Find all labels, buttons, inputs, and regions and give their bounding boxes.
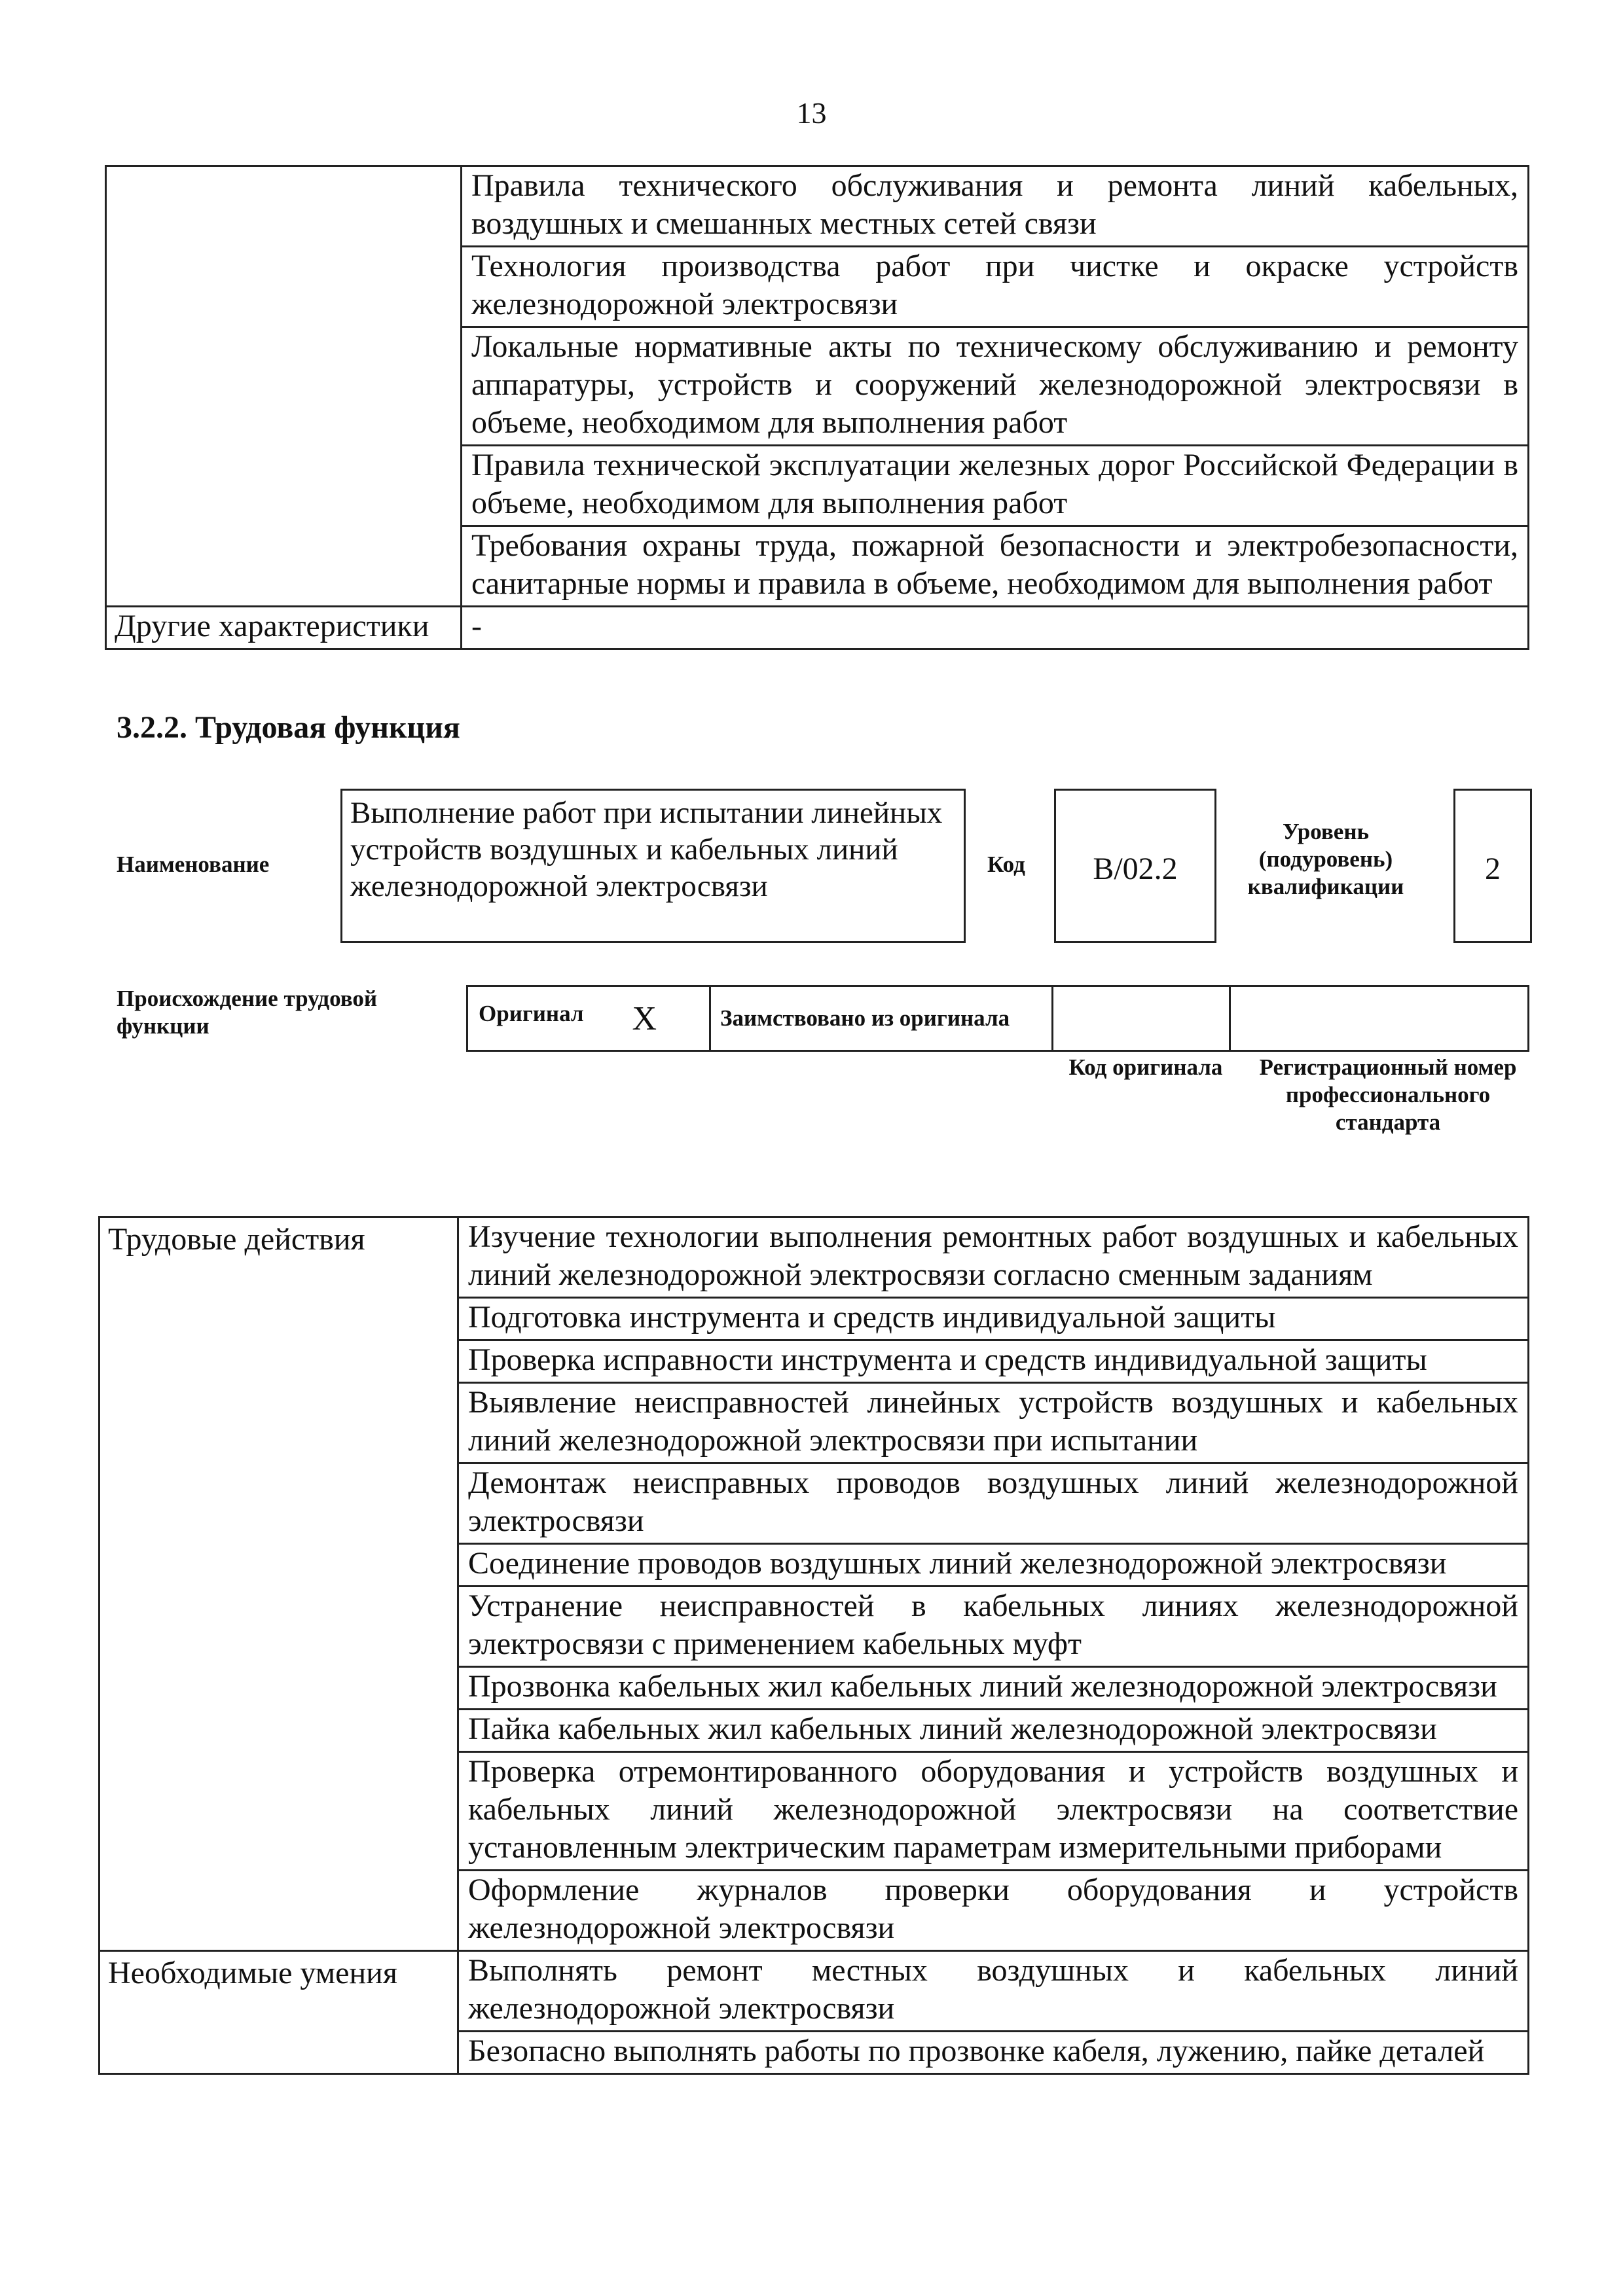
table-cell — [462, 446, 1529, 526]
required-skill-text: Выполнять ремонт местных воздушных и кабельных линий железнодорожной электросвязи — [468, 1953, 1518, 2026]
requirement-text: Правила технической эксплуатации железных дорог Российской Федерации в объеме, необходимом для выполнения работ — [471, 448, 1518, 520]
table-cell — [100, 1217, 458, 1951]
labor-action-text: Проверка отремонтированного оборудования и устройств воздушных и кабельных линий железнодорожной электросвязи на соответствие установленным электрическим параметрам измерительными приборами — [468, 1754, 1518, 1865]
table-cell — [458, 1587, 1529, 1667]
original-code-cell — [1053, 986, 1230, 1051]
table-cell — [462, 327, 1529, 446]
labor-action-text: Подготовка инструмента и средств индивидуальной защиты — [468, 1300, 1276, 1335]
labor-actions-label: Трудовые действия — [108, 1222, 365, 1257]
labor-action-text: Пайка кабельных жил кабельных линий железнодорожной электросвязи — [468, 1712, 1437, 1746]
registration-number-caption: Регистрационный номер профессионального стандарта — [1259, 1054, 1517, 1135]
borrowed-label: Заимствовано из оригинала — [720, 1005, 1010, 1031]
qualification-level-label: Уровень (подуровень) квалификации — [1247, 819, 1404, 899]
original-mark: X — [632, 999, 657, 1037]
table-row — [100, 1217, 1529, 1298]
function-code-value: B/02.2 — [1054, 789, 1216, 943]
function-origin-label: Происхождение трудовой функции — [117, 986, 378, 1039]
table-cell — [458, 1752, 1529, 1871]
table-cell — [458, 1871, 1529, 1951]
required-skills-label: Необходимые умения — [108, 1956, 397, 1990]
function-name-label: Наименование — [117, 852, 270, 877]
table-cell — [458, 1544, 1529, 1587]
table-cell — [462, 526, 1529, 607]
table-cell — [462, 166, 1529, 247]
labor-action-text: Устранение неисправностей в кабельных линиях железнодорожной электросвязи с применением кабельных муфт — [468, 1588, 1518, 1661]
table-cell — [106, 607, 462, 649]
table-cell — [458, 1217, 1529, 1298]
table-cell — [458, 1340, 1529, 1383]
borrowed-cell — [710, 986, 1053, 1051]
required-skill-text: Безопасно выполнять работы по прозвонке кабеля, лужению, пайке деталей — [468, 2034, 1485, 2068]
table-cell-empty — [106, 166, 462, 607]
table-row — [100, 1951, 1529, 2032]
table-cell — [458, 1383, 1529, 1463]
original-code-caption: Код оригинала — [1068, 1054, 1223, 1080]
table-cell — [458, 1710, 1529, 1752]
labor-action-text: Прозвонка кабельных жил кабельных линий железнодорожной электросвязи — [468, 1669, 1497, 1704]
page-number: 13 — [796, 96, 827, 130]
table-row — [106, 607, 1529, 649]
table-cell — [100, 1951, 458, 2074]
requirement-text: Технология производства работ при чистке и окраске устройств железнодорожной электросвязи — [471, 249, 1518, 321]
knowledge-table — [105, 165, 1529, 650]
qualification-level-value: 2 — [1453, 789, 1532, 943]
requirement-text: Правила технического обслуживания и ремонта линий кабельных, воздушных и смешанных местных сетей связи — [471, 168, 1518, 241]
table-cell — [458, 2032, 1529, 2074]
other-characteristics-value: - — [471, 609, 482, 643]
section-title: 3.2.2. Трудовая функция — [117, 710, 460, 745]
labor-action-text: Выявление неисправностей линейных устройств воздушных и кабельных линий железнодорожной электросвязи при испытании — [468, 1385, 1518, 1458]
other-characteristics-label: Другие характеристики — [115, 609, 429, 643]
table-cell — [458, 1463, 1529, 1544]
table-cell — [458, 1951, 1529, 2032]
labor-function-table — [98, 1216, 1529, 2075]
origin-table — [466, 985, 1529, 1052]
labor-action-text: Демонтаж неисправных проводов воздушных линий железнодорожной электросвязи — [468, 1465, 1518, 1538]
labor-action-text: Изучение технологии выполнения ремонтных работ воздушных и кабельных линий железнодорожной электросвязи согласно сменным заданиям — [468, 1219, 1518, 1292]
table-cell — [462, 247, 1529, 327]
table-cell — [458, 1298, 1529, 1340]
labor-action-text: Проверка исправности инструмента и средств индивидуальной защиты — [468, 1342, 1427, 1377]
table-row — [467, 986, 1529, 1051]
original-cell — [467, 986, 710, 1051]
requirement-text: Локальные нормативные акты по техническому обслуживанию и ремонту аппаратуры, устройств и сооружений железнодорожной электросвязи в объеме, необходимом для выполнения работ — [471, 329, 1518, 440]
function-code-label: Код — [987, 852, 1025, 877]
table-cell — [462, 607, 1529, 649]
labor-action-text: Соединение проводов воздушных линий железнодорожной электросвязи — [468, 1546, 1447, 1581]
table-row — [106, 166, 1529, 247]
original-label: Оригинал — [479, 1000, 584, 1026]
function-name-value: Выполнение работ при испытании линейных устройств воздушных и кабельных линий железнодорожной электросвязи — [340, 789, 966, 943]
table-cell — [458, 1667, 1529, 1710]
labor-action-text: Оформление журналов проверки оборудования и устройств железнодорожной электросвязи — [468, 1873, 1518, 1945]
requirement-text: Требования охраны труда, пожарной безопасности и электробезопасности, санитарные нормы и правила в объеме, необходимом для выполнения работ — [471, 528, 1518, 601]
registration-number-cell — [1230, 986, 1529, 1051]
